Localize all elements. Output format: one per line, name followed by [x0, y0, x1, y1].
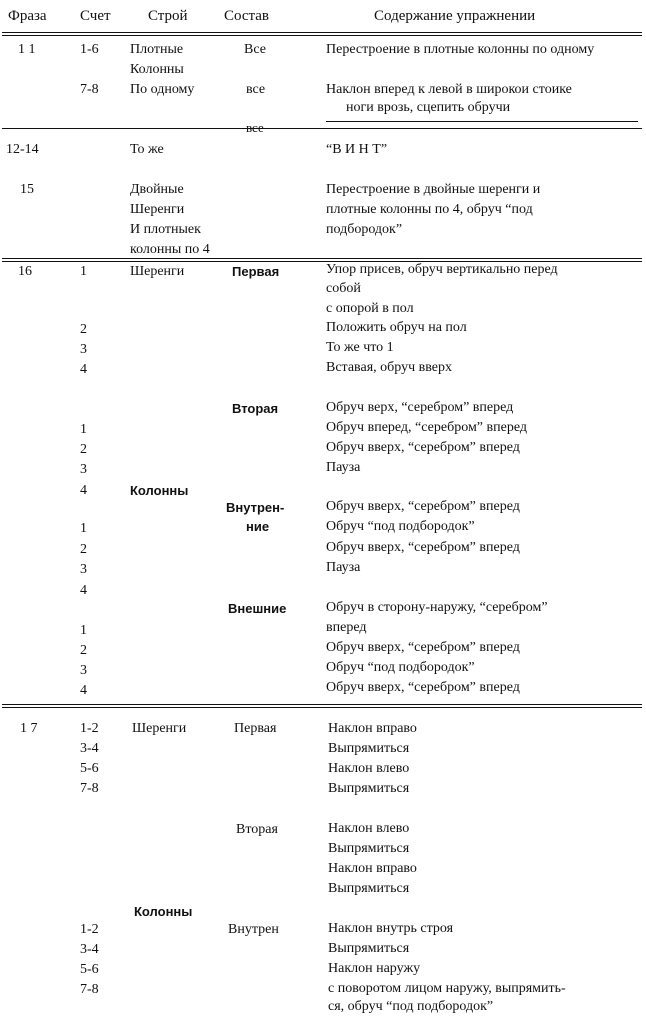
content-line: Обруч в сторону-наружу, “серебром”	[326, 600, 548, 615]
formation-columns: Колонны	[134, 904, 193, 919]
content-line: с поворотом лицом наружу, выпрямить-	[328, 981, 566, 996]
header-phrase: Фраза	[8, 8, 47, 24]
count: 7-8	[80, 982, 99, 997]
header-formation: Строй	[148, 8, 188, 24]
section-rule	[2, 258, 642, 259]
formation-columns: Колонны	[130, 62, 184, 77]
content-line: Перестроение в двойные шеренги и	[326, 182, 541, 197]
content-line: Пауза	[326, 560, 361, 575]
count: 1	[80, 623, 87, 638]
content-line: Обруч вверх, “серебром” вперед	[326, 499, 520, 514]
phrase-12-14: 12-14	[6, 142, 39, 157]
count: 4	[80, 483, 87, 498]
content-line: плотные колонны по 4, обруч “под	[326, 202, 533, 217]
formation-single: По одному	[130, 82, 195, 97]
count: 3-4	[80, 942, 99, 957]
count: 2	[80, 322, 87, 337]
section-rule	[326, 121, 638, 122]
formation-line: Двойные	[130, 182, 184, 197]
header-content: Содержание упражнении	[374, 8, 536, 24]
count-1-6: 1-6	[80, 42, 99, 57]
group-all-3: все	[246, 120, 264, 135]
content-line: Выпрямиться	[328, 881, 410, 896]
content-line: с опорой в пол	[326, 301, 414, 316]
content-line: Наклон влево	[328, 821, 410, 836]
content-line: Наклон вправо	[328, 861, 417, 876]
count: 5-6	[80, 962, 99, 977]
content-line: ся, обруч “под подбородок”	[328, 999, 494, 1014]
content-line: вперед	[326, 620, 367, 635]
count: 3-4	[80, 741, 99, 756]
header-rule-2	[2, 35, 642, 36]
group-first: Первая	[234, 721, 277, 736]
content-line: Упор присев, обруч вертикально перед	[326, 262, 558, 277]
content-line: Выпрямиться	[328, 941, 410, 956]
count: 1	[80, 422, 87, 437]
content-vint: “В И Н Т”	[326, 142, 388, 157]
header-group: Состав	[224, 8, 270, 24]
content-line: Наклон внутрь строя	[328, 921, 454, 936]
header-count: Счет	[80, 8, 111, 24]
formation-ranks: Шеренги	[132, 721, 187, 736]
content-line: Положить обруч на пол	[326, 320, 467, 335]
phrase-16: 16	[18, 264, 32, 279]
content-line: Обруч “под подбородок”	[326, 519, 475, 534]
count: 3	[80, 663, 87, 678]
group-all: Все	[244, 42, 266, 57]
count: 5-6	[80, 761, 99, 776]
content-line: собой	[326, 281, 361, 296]
content-line: Обруч верх, “серебром” вперед	[326, 400, 514, 415]
count: 7-8	[80, 781, 99, 796]
content-line: Наклон влево	[328, 761, 410, 776]
group-inner-2: ние	[246, 519, 270, 534]
section-rule	[2, 707, 642, 708]
formation-line: колонны по 4	[130, 242, 210, 257]
count: 3	[80, 462, 87, 477]
count: 2	[80, 442, 87, 457]
phrase-17: 1 7	[20, 721, 38, 736]
group-all-2: все	[246, 82, 266, 97]
formation-dense: Плотные	[130, 42, 184, 57]
count: 4	[80, 362, 87, 377]
count: 4	[80, 583, 87, 598]
content-line: подбородок”	[326, 222, 403, 237]
content-line: Наклон вправо	[328, 721, 417, 736]
count: 1	[80, 521, 87, 536]
content-line: Обруч вверх, “серебром” вперед	[326, 640, 520, 655]
count-7-8: 7-8	[80, 82, 99, 97]
formation-same: То же	[130, 142, 164, 157]
formation-ranks: Шеренги	[130, 264, 185, 279]
content-line: Обруч “под подбородок”	[326, 660, 475, 675]
phrase-11: 1 1	[18, 42, 36, 57]
count: 3	[80, 342, 87, 357]
content-line: Пауза	[326, 460, 361, 475]
content-line: Выпрямиться	[328, 841, 410, 856]
group-second: Вторая	[236, 822, 278, 837]
count: 2	[80, 643, 87, 658]
content-line: Обруч вверх, “серебром” вперед	[326, 440, 520, 455]
content-line: То же что 1	[326, 340, 394, 355]
content-line: Обруч вперед, “серебром” вперед	[326, 420, 527, 435]
count: 1	[80, 264, 87, 279]
group-inner: Внутрен-	[226, 500, 285, 515]
content-line: Вставая, обруч вверх	[326, 360, 452, 375]
content-line: Обруч вверх, “серебром” вперед	[326, 540, 520, 555]
count: 1-2	[80, 922, 99, 937]
formation-columns: Колонны	[130, 483, 189, 498]
formation-line: Шеренги	[130, 202, 185, 217]
group-first: Первая	[232, 264, 280, 279]
section-rule	[2, 128, 642, 129]
content-line: Обруч вверх, “серебром” вперед	[326, 680, 520, 695]
content-line: Выпрямиться	[328, 781, 410, 796]
phrase-15: 15	[20, 182, 34, 197]
content-line: Выпрямиться	[328, 741, 410, 756]
count: 3	[80, 562, 87, 577]
count: 4	[80, 683, 87, 698]
content-line: ноги врозь, сцепить обручи	[346, 100, 511, 115]
content-line: Перестроение в плотные колонны по одному	[326, 42, 595, 57]
formation-line: И плотныек	[130, 222, 201, 237]
content-line: Наклон наружу	[328, 961, 421, 976]
group-inner: Внутрен	[228, 922, 279, 937]
header-rule	[2, 32, 642, 33]
group-second: Вторая	[232, 401, 279, 416]
count: 1-2	[80, 721, 99, 736]
content-line: Наклон вперед к левой в широкои стоике	[326, 82, 572, 97]
section-rule	[2, 704, 642, 705]
group-outer: Внешние	[228, 601, 287, 616]
count: 2	[80, 542, 87, 557]
